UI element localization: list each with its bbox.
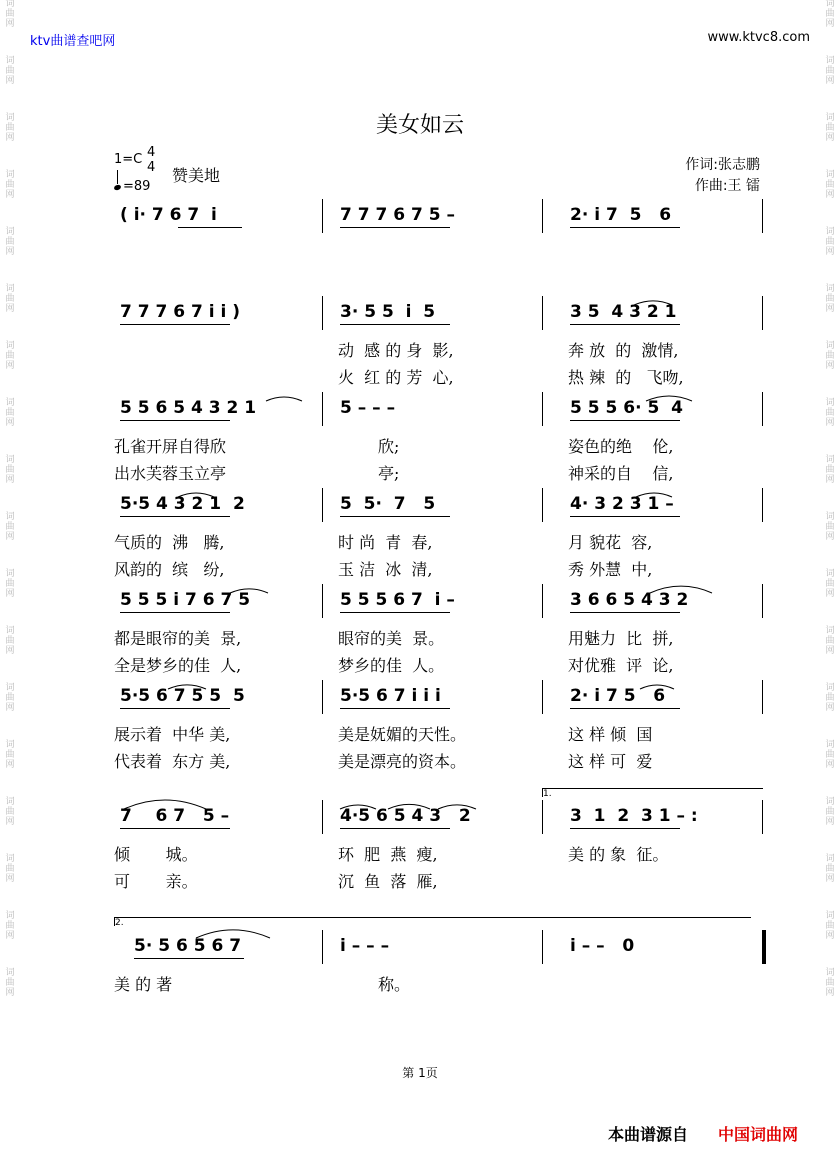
watermark-glyph: 网: [5, 703, 15, 713]
notation-measure: 3 5 4 3 2 1: [570, 302, 677, 322]
lyric-line: 气质的 沸 腾,: [114, 533, 225, 552]
watermark-glyph: 网: [825, 988, 835, 998]
watermark-glyph: 网: [5, 361, 15, 371]
watermark-glyph: 词: [825, 341, 835, 351]
watermark-glyph: 曲: [5, 66, 15, 76]
watermark-glyph: 曲: [5, 750, 15, 760]
notation-measure: 3 1 2 3 1 – :: [570, 806, 698, 826]
watermark-glyph: 网: [5, 133, 15, 143]
watermark-glyph: 曲: [825, 465, 835, 475]
lyric-line: 奔 放 的 激情,: [568, 341, 679, 360]
notation-measure: 5·5 6 7 i i i: [340, 686, 441, 706]
watermark-glyph: 网: [825, 646, 835, 656]
watermark-glyph: 网: [5, 760, 15, 770]
watermark-glyph: 曲: [825, 636, 835, 646]
notation-measure: 5 5 5 6· 5 4: [570, 398, 683, 418]
watermark-glyph: 词: [5, 341, 15, 351]
watermark-glyph: 曲: [5, 408, 15, 418]
watermark-glyph: 网: [825, 76, 835, 86]
watermark-glyph: 曲: [825, 978, 835, 988]
watermark-glyph: 网: [5, 874, 15, 884]
watermark-glyph: 网: [5, 190, 15, 200]
watermark-glyph: 网: [825, 760, 835, 770]
watermark-glyph: 词: [825, 227, 835, 237]
watermark-glyph: 词: [5, 797, 15, 807]
watermark-glyph: 曲: [5, 864, 15, 874]
volta-bracket-2: 2.: [114, 917, 751, 926]
watermark-glyph: 曲: [825, 66, 835, 76]
watermark-glyph: 网: [5, 589, 15, 599]
site-url: www.ktvc8.com: [707, 30, 810, 45]
watermark-glyph: 曲: [5, 294, 15, 304]
notation-measure: 7 7 7 6 7 5 –: [340, 205, 455, 225]
watermark-glyph: 曲: [825, 864, 835, 874]
watermark-glyph: 曲: [5, 351, 15, 361]
watermark-glyph: 曲: [825, 123, 835, 133]
watermark-glyph: 词: [5, 113, 15, 123]
notation-measure: 5 – – –: [340, 398, 396, 418]
watermark-glyph: 词: [825, 626, 835, 636]
lyric-line: 环 肥 燕 瘦,: [338, 845, 438, 864]
notation-measure: 5 5 5 6 7 i –: [340, 590, 455, 610]
watermark-glyph: 网: [825, 532, 835, 542]
lyric-line: 眼帘的美 景。: [338, 629, 445, 648]
notation-measure: 5·5 6 7 5 5 5: [120, 686, 245, 706]
key-signature: 1=C: [114, 152, 143, 167]
watermark-glyph: 网: [825, 589, 835, 599]
watermark-glyph: 网: [825, 874, 835, 884]
watermark-glyph: 词: [5, 968, 15, 978]
notation-measure: 7 7 7 6 7 i i ): [120, 302, 240, 322]
watermark-glyph: 词: [825, 170, 835, 180]
watermark-glyph: 网: [825, 703, 835, 713]
watermark-glyph: 网: [825, 361, 835, 371]
lyricist-credit: 作词:张志鹏: [685, 157, 760, 173]
watermark-glyph: 词: [5, 455, 15, 465]
watermark-glyph: 网: [5, 817, 15, 827]
watermark-glyph: 曲: [825, 9, 835, 19]
notation-measure: ( i· 7 6 7 i: [120, 205, 217, 225]
watermark-glyph: 网: [825, 19, 835, 29]
watermark-glyph: 网: [5, 646, 15, 656]
watermark-glyph: 网: [5, 76, 15, 86]
watermark-glyph: 曲: [5, 237, 15, 247]
notation-measure: 7 6 7 5 –: [120, 806, 230, 826]
watermark-glyph: 网: [825, 475, 835, 485]
watermark-glyph: 曲: [825, 408, 835, 418]
watermark-glyph: 词: [5, 0, 15, 9]
footer-source-label: 本曲谱源自: [608, 1125, 689, 1144]
slur-arc: [178, 493, 214, 497]
watermark-glyph: 网: [5, 304, 15, 314]
watermark-glyph: 曲: [5, 522, 15, 532]
watermark-glyph: 网: [5, 247, 15, 257]
slur-arc: [124, 800, 206, 809]
watermark-glyph: 词: [825, 512, 835, 522]
watermark-glyph: 网: [825, 190, 835, 200]
song-title: 美女如云: [375, 113, 464, 138]
watermark-glyph: 曲: [5, 921, 15, 931]
watermark-glyph: 词: [5, 569, 15, 579]
watermark-glyph: 词: [825, 683, 835, 693]
notation-measure: 5·5 4 3 2 1 2: [120, 494, 245, 514]
lyric-line: 代表着 东方 美,: [114, 752, 231, 771]
slur-arc: [640, 685, 674, 689]
watermark-glyph: 网: [5, 532, 15, 542]
time-signature-bottom: 4: [147, 160, 156, 175]
watermark-glyph: 词: [5, 740, 15, 750]
lyric-line: 动 感 的 身 影,: [338, 341, 454, 360]
watermark-glyph: 词: [5, 626, 15, 636]
watermark-glyph: 曲: [825, 522, 835, 532]
notation-measure: 3· 5 5 i 5: [340, 302, 436, 322]
watermark-glyph: 曲: [825, 750, 835, 760]
lyric-line: 用魅力 比 拼,: [568, 629, 674, 648]
watermark-glyph: 曲: [825, 579, 835, 589]
notation-measure: i – – 0: [570, 936, 635, 956]
notation-measure: 2· i 7 5 6: [570, 205, 672, 225]
watermark-glyph: 词: [825, 56, 835, 66]
lyric-line: 美是妩媚的天性。: [338, 725, 467, 744]
watermark-glyph: 曲: [825, 180, 835, 190]
watermark-glyph: 曲: [825, 693, 835, 703]
watermark-glyph: 曲: [825, 921, 835, 931]
lyric-line: 全是梦乡的佳 人,: [114, 656, 242, 675]
watermark-glyph: 曲: [5, 579, 15, 589]
notation-measure: 3 6 6 5 4 3 2: [570, 590, 689, 610]
lyric-line: 沉 鱼 落 雁,: [338, 872, 438, 891]
lyric-line: 对优雅 评 论,: [568, 656, 674, 675]
slur-arc: [636, 493, 672, 497]
lyric-line: 玉 洁 冰 清,: [338, 560, 433, 579]
watermark-glyph: 词: [5, 854, 15, 864]
footer-site-link[interactable]: 中国词曲网: [718, 1125, 799, 1144]
lyric-line: 这 样 倾 国: [568, 725, 653, 744]
watermark-glyph: 曲: [825, 807, 835, 817]
watermark-glyph: 词: [825, 911, 835, 921]
tempo-value: =89: [123, 179, 151, 194]
lyric-line: 美 的 著: [114, 975, 173, 994]
watermark-glyph: 网: [825, 304, 835, 314]
lyric-line: 火 红 的 芳 心,: [338, 368, 454, 387]
watermark-glyph: 词: [825, 455, 835, 465]
watermark-glyph: 网: [5, 931, 15, 941]
slur-arc: [196, 930, 270, 938]
lyric-line: 称。: [378, 975, 411, 994]
watermark-glyph: 词: [5, 398, 15, 408]
watermark-glyph: 曲: [5, 636, 15, 646]
slur-arc: [650, 586, 712, 593]
watermark-glyph: 词: [825, 797, 835, 807]
lyric-line: 风韵的 缤 纷,: [114, 560, 225, 579]
watermark-glyph: 曲: [5, 807, 15, 817]
slur-arc: [340, 805, 376, 809]
time-signature-top: 4: [147, 145, 156, 160]
slur-arc: [266, 397, 302, 401]
watermark-glyph: 词: [825, 0, 835, 9]
slur-arc: [168, 685, 206, 689]
notation-measure: 5 5 5 i 7 6 7 5: [120, 590, 251, 610]
watermark-glyph: 词: [5, 227, 15, 237]
lyric-line: 亭;: [378, 464, 400, 483]
lyric-line: 孔雀开屏自得欣: [114, 437, 227, 456]
watermark-glyph: 网: [825, 817, 835, 827]
lyric-line: 月 貌花 容,: [568, 533, 653, 552]
lyric-line: 这 样 可 爱: [568, 752, 653, 771]
notation-measure: 5 5 6 5 4 3 2 1: [120, 398, 257, 418]
watermark-glyph: 词: [825, 740, 835, 750]
watermark-glyph: 曲: [825, 294, 835, 304]
slur-arc: [438, 805, 476, 809]
site-logo-link[interactable]: ktv曲谱查吧网: [30, 34, 116, 49]
watermark-glyph: 词: [825, 968, 835, 978]
watermark-glyph: 词: [825, 569, 835, 579]
watermark-glyph: 网: [825, 247, 835, 257]
lyric-line: 热 辣 的 飞吻,: [568, 368, 684, 387]
watermark-glyph: 词: [5, 56, 15, 66]
watermark-glyph: 网: [5, 475, 15, 485]
lyric-line: 姿色的绝 伦,: [568, 437, 674, 456]
watermark-glyph: 网: [825, 418, 835, 428]
watermark-glyph: 曲: [5, 978, 15, 988]
lyric-line: 可 亲。: [114, 872, 198, 891]
watermark-glyph: 词: [825, 284, 835, 294]
lyric-line: 出水芙蓉玉立亭: [114, 464, 227, 483]
watermark-glyph: 网: [5, 988, 15, 998]
watermark-glyph: 词: [5, 284, 15, 294]
lyric-line: 倾 城。: [114, 845, 198, 864]
volta-bracket-1: 1.: [542, 788, 763, 797]
watermark-glyph: 词: [5, 911, 15, 921]
composer-credit: 作曲:王 镭: [694, 178, 760, 194]
watermark-glyph: 曲: [5, 465, 15, 475]
watermark-glyph: 网: [825, 133, 835, 143]
watermark-glyph: 曲: [5, 693, 15, 703]
lyric-line: 展示着 中华 美,: [114, 725, 231, 744]
lyric-line: 秀 外慧 中,: [568, 560, 653, 579]
watermark-glyph: 曲: [825, 237, 835, 247]
lyric-line: 神采的自 信,: [568, 464, 674, 483]
page-number: 第 1页: [402, 1066, 438, 1080]
slur-arc: [634, 301, 672, 305]
watermark-glyph: 网: [5, 418, 15, 428]
watermark-glyph: 词: [5, 683, 15, 693]
lyric-line: 梦乡的佳 人。: [338, 656, 445, 675]
lyric-line: 美是漂亮的资本。: [338, 752, 467, 771]
lyric-line: 美 的 象 征。: [568, 845, 669, 864]
watermark-glyph: 曲: [5, 9, 15, 19]
watermark-glyph: 词: [5, 512, 15, 522]
watermark-glyph: 网: [825, 931, 835, 941]
watermark-glyph: 词: [825, 398, 835, 408]
watermark-glyph: 词: [825, 113, 835, 123]
notation-measure: 5· 5 6 5 6 7: [134, 936, 242, 956]
notation-measure: 4· 3 2 3 1 –: [570, 494, 674, 514]
watermark-glyph: 网: [5, 19, 15, 29]
notation-measure: i – – –: [340, 936, 390, 956]
notation-measure: 5 5· 7 5: [340, 494, 436, 514]
notation-measure: 2· i 7 5 6: [570, 686, 666, 706]
watermark-glyph: 曲: [5, 180, 15, 190]
watermark-glyph: 词: [5, 170, 15, 180]
watermark-glyph: 词: [825, 854, 835, 864]
lyric-line: 时 尚 青 春,: [338, 533, 433, 552]
watermark-glyph: 曲: [5, 123, 15, 133]
lyric-line: 都是眼帘的美 景,: [114, 629, 242, 648]
lyric-line: 欣;: [378, 437, 400, 456]
expression-mark: 赞美地: [172, 166, 221, 185]
watermark-glyph: 曲: [825, 351, 835, 361]
slur-arc: [646, 396, 692, 401]
slur-arc: [388, 804, 430, 809]
notation-measure: 4·5 6 5 4 3 2: [340, 806, 471, 826]
slur-arc: [230, 589, 268, 593]
